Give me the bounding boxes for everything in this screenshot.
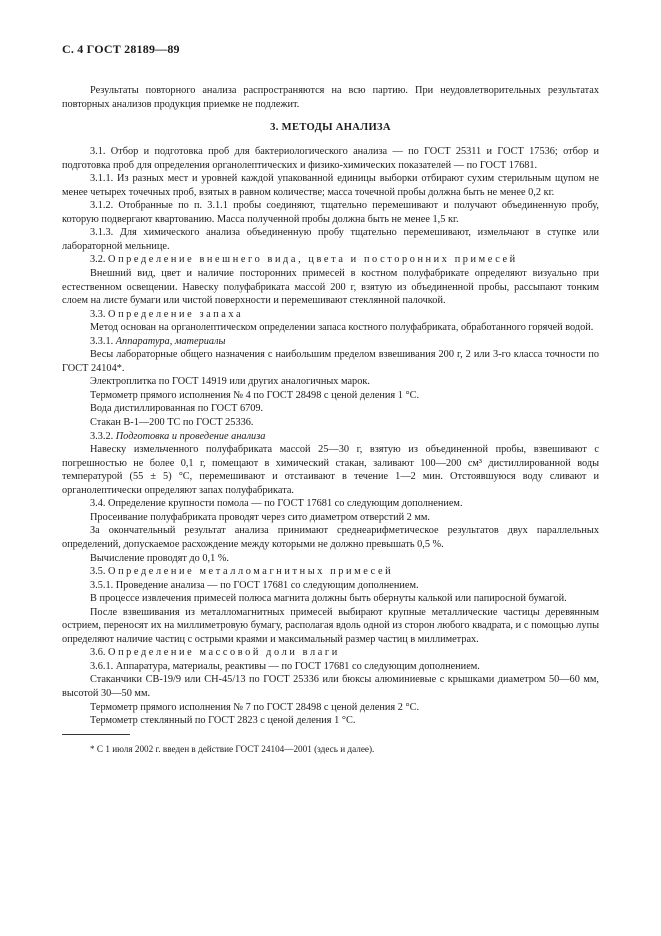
subsection-3-6 — [62, 646, 599, 660]
footnote-divider — [62, 734, 130, 735]
subsection-number: 3.6. — [90, 647, 109, 659]
paragraph-3-4: 3.4. Определение крупности помола — по ГОСТ 17681 со следующим дополнением. — [90, 498, 463, 510]
paragraph-3-6-1: 3.6.1. Аппаратура, материалы, реактивы — по ГОСТ 17681 со следующим дополнением. — [90, 660, 480, 672]
subsection-3-2 — [62, 253, 599, 267]
paragraph-particles: После взвешивания из металломагнитных примесей выбирают крупные металлические частицы деревянным острием, переносят их на миллиметровую бумагу, располагая вдоль одной из сторон любого квадрата, и с помощью лупы определяют наличие частиц с острыми краями и максимальный размер частиц в миллиметрах. — [62, 606, 599, 645]
subsection-title: Подготовка и проведение анализа — [115, 430, 266, 442]
paragraph-3-1-2: 3.1.2. Отобранные по п. 3.1.1 пробы соединяют, тщательно перемешивают и получают объединенную пробу, которую подвергают квартованию. Масса полученной пробы должна быть не менее 1,5 кг. — [62, 200, 599, 225]
paragraph-cups: Стаканчики СВ-19/9 или СН-45/13 по ГОСТ 25336 или бюксы алюминиевые с крышками диаметром 50—60 мм, высотой 30—50 мм. — [62, 674, 599, 699]
subsection-title: Определение внешнего вида, цвета и посторонних примесей — [108, 254, 518, 266]
paragraph-magnet: В процессе извлечения примесей полюса магнита должны быть обернуты калькой или папиросной бумагой. — [90, 593, 567, 605]
subsection-number: 3.3. — [90, 308, 109, 320]
subsection-3-3-2 — [62, 430, 599, 444]
subsection-3-3 — [62, 308, 599, 322]
subsection-number: 3.3.1. — [90, 335, 116, 347]
subsection-title: Аппаратура, материалы — [115, 335, 226, 347]
paragraph-hotplate: Электроплитка по ГОСТ 14919 или других аналогичных марок. — [90, 376, 370, 388]
paragraph-thermometer-4: Термометр прямого исполнения № 4 по ГОСТ 28498 с ценой деления 1 °С. — [90, 389, 420, 401]
paragraph-thermometer-glass: Термометр стеклянный по ГОСТ 2823 с ценой деления 1 °С. — [90, 715, 356, 727]
paragraph-appearance: Внешний вид, цвет и наличие посторонних примесей в костном полуфабрикате определяют визуально при естественном освещении. Навеску полуфабриката массой 200 г, взятую из объединенной пробы, рассыпают тонким слоем на листе бумаги или чистой поверхности и перемешивают стеклянной палочкой. — [62, 268, 599, 307]
paragraph-beaker: Стакан В-1—200 ТС по ГОСТ 25336. — [90, 417, 254, 429]
document-page — [62, 42, 599, 755]
paragraph-3-1-1: 3.1.1. Из разных мест и уровней каждой упакованной единицы выборки отбирают сухим стерильным щупом не менее четырех точечных проб, взятых в равном количестве; масса точечной пробы должна быть не менее 0,2 кг. — [62, 173, 599, 198]
subsection-3-5 — [62, 565, 599, 579]
page-header: С. 4 ГОСТ 28189—89 — [62, 42, 180, 56]
subsection-title: Определение массовой доли влаги — [108, 647, 340, 659]
paragraph-water: Вода дистиллированная по ГОСТ 6709. — [90, 403, 264, 415]
subsection-title: Определение металломагнитных примесей — [108, 566, 394, 578]
intro-paragraph: Результаты повторного анализа распространяются на всю партию. При неудовлетворительных результатах повторных анализов продукция приемке не подлежит. — [62, 85, 599, 110]
subsection-title: Определение запаха — [108, 308, 244, 320]
subsection-number: 3.2. — [90, 254, 109, 266]
paragraph-3-1: 3.1. Отбор и подготовка проб для бактериологического анализа — по ГОСТ 25311 и ГОСТ 17536; отбор и подготовка проб для определения органолептических и физико-химических показателей — по ГОСТ 17681. — [62, 146, 599, 171]
paragraph-smell-procedure: Навеску измельченного полуфабриката массой 25—30 г, взятую из объединенной пробы, взвешивают с погрешностью не более 0,1 г, помещают в химический стакан, заливают 100—200 см³ дистиллированной воды температурой (55 ± 5) °С, перемешивают и отстаивают в течение 1—2 мин. Отстоявшуюся воду сливают и органолептически определяют запах полуфабриката. — [62, 444, 599, 496]
footnote: * С 1 июля 2002 г. введен в действие ГОСТ 24104—2001 (здесь и далее). — [90, 743, 375, 754]
paragraph-3-1-3: 3.1.3. Для химического анализа объединенную пробу тщательно перемешивают, измельчают в ступке или лабораторной мельнице. — [62, 227, 599, 252]
subsection-number: 3.5. — [90, 566, 109, 578]
paragraph-thermometer-7: Термометр прямого исполнения № 7 по ГОСТ 28498 с ценой деления 2 °С. — [90, 701, 420, 713]
paragraph-sieve: Просеивание полуфабриката проводят через сито диаметром отверстий 2 мм. — [90, 511, 430, 523]
section-title: 3. МЕТОДЫ АНАЛИЗА — [270, 122, 391, 134]
paragraph-smell-method: Метод основан на органолептическом определении запаса костного полуфабриката, обработанного горячей водой. — [90, 322, 594, 334]
subsection-number: 3.3.2. — [90, 430, 116, 442]
paragraph-scales: Весы лабораторные общего назначения с наибольшим пределом взвешивания 200 г, 2 или 3-го класса точности по ГОСТ 24104*. — [62, 349, 599, 374]
paragraph-final-result: За окончательный результат анализа принимают среднеарифметическое результатов двух параллельных определений, допускаемое расхождение между которыми не должно превышать 0,5 %. — [62, 525, 599, 550]
paragraph-3-5-1: 3.5.1. Проведение анализа — по ГОСТ 17681 со следующим дополнением. — [90, 579, 419, 591]
subsection-3-3-1 — [62, 335, 599, 349]
paragraph-calculation: Вычисление проводят до 0,1 %. — [90, 552, 229, 564]
